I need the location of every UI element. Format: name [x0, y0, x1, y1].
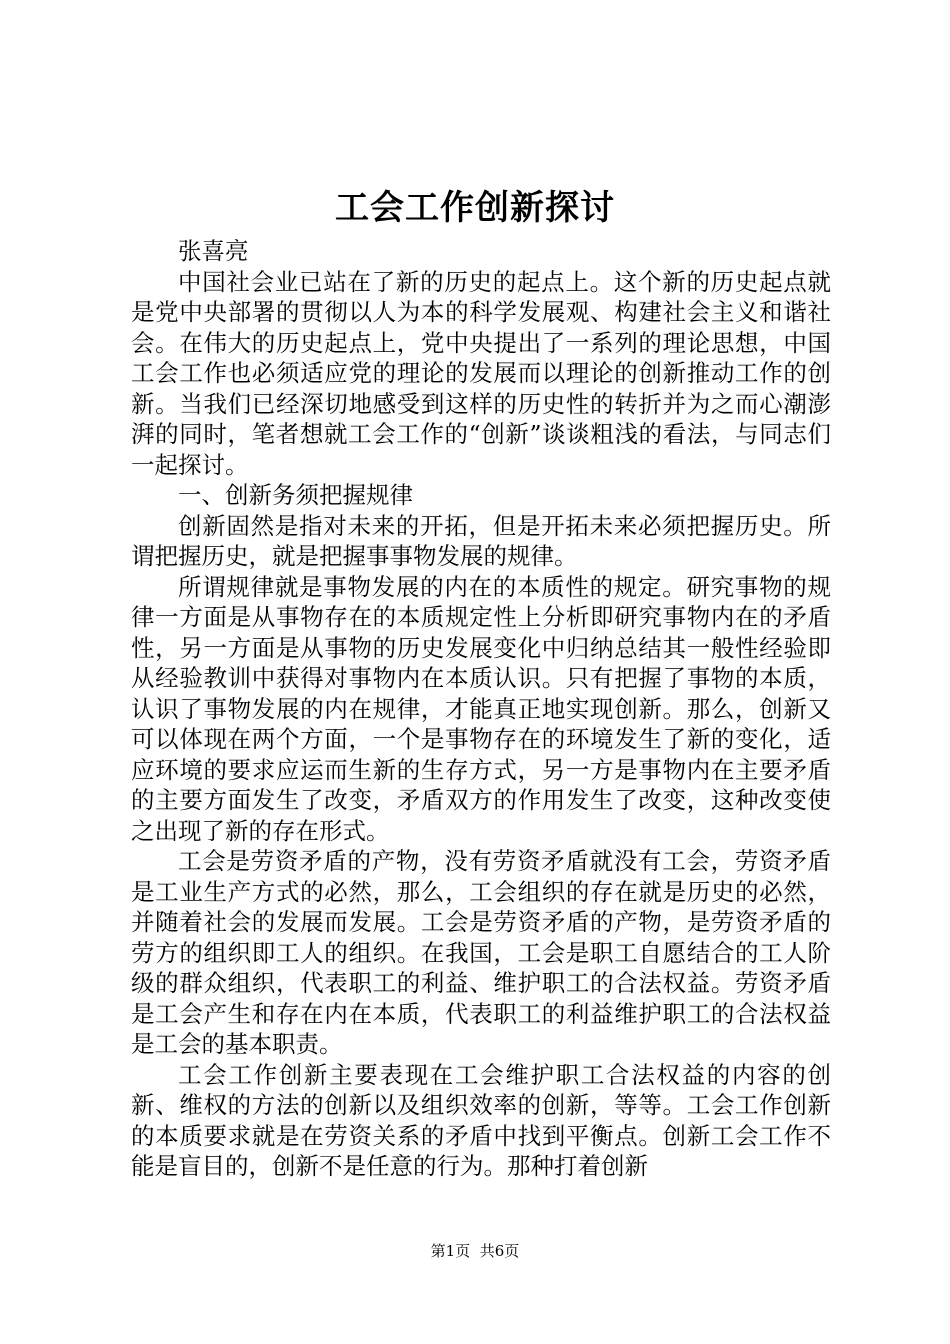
paragraph: 工会是劳资矛盾的产物，没有劳资矛盾就没有工会，劳资矛盾是工业生产方式的必然，那么，工会组织的存在就是历史的必然，并随着社会的发展而发展。工会是劳资矛盾的产物，是劳资矛盾的劳方的组织即工人的组织。在我国，工会是职工自愿结合的工人阶级的群众组织，代表职工的利益、维护职工的合法权益。劳资矛盾是工会产生和存在内在本质，代表职工的利益维护职工的合法权益是工会的基本职责。	[131, 847, 831, 1058]
page-number: 第1页	[430, 1242, 471, 1260]
page-total: 共6页	[479, 1242, 520, 1260]
section-heading: 一、创新务须把握规律	[178, 481, 413, 509]
author-line: 张喜亮	[178, 237, 249, 265]
paragraph: 中国社会业已站在了新的历史的起点上。这个新的历史起点就是党中央部署的贯彻以人为本的科学发展观、构建社会主义和谐社会。在伟大的历史起点上，党中央提出了一系列的理论思想，中国工会工作也必须适应党的理论的发展而以理论的创新推动工作的创新。当我们已经深切地感受到这样的历史性的转折并为之而心潮澎湃的同时，笔者想就工会工作的“创新”谈谈粗浅的看法，与同志们一起探讨。	[131, 267, 831, 479]
document-body	[131, 236, 831, 1182]
page-footer	[0, 1241, 950, 1261]
document-title: 工会工作创新探讨	[335, 188, 615, 228]
paragraph: 所谓规律就是事物发展的内在的本质性的规定。研究事物的规律一方面是从事物存在的本质规定性上分析即研究事物内在的矛盾性，另一方面是从事物的历史发展变化中归纳总结其一般性经验即从经验教训中获得对事物内在本质认识。只有把握了事物的本质，认识了事物发展的内在规律，才能真正地实现创新。那么，创新又可以体现在两个方面，一个是事物存在的环境发生了新的变化，适应环境的要求应运而生新的生存方式，另一方是事物内在主要矛盾的主要方面发生了改变，矛盾双方的作用发生了改变，这种改变使之出现了新的存在形式。	[131, 572, 831, 845]
paragraph: 创新固然是指对未来的开拓，但是开拓未来必须把握历史。所谓把握历史，就是把握事事物发展的规律。	[131, 511, 831, 570]
paragraph: 工会工作创新主要表现在工会维护职工合法权益的内容的创新、维权的方法的创新以及组织效率的创新，等等。工会工作创新的本质要求就是在劳资关系的矛盾中找到平衡点。创新工会工作不能是盲目的，创新不是任意的行为。那种打着创新	[131, 1060, 831, 1180]
